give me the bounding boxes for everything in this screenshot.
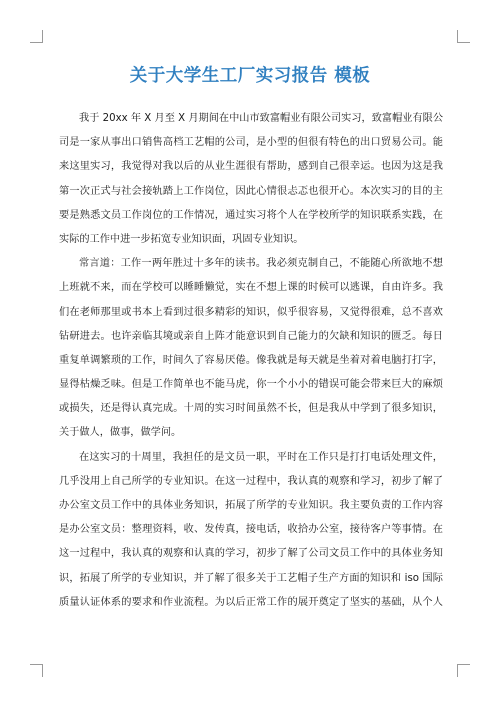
paragraph-2-line: 重复单调繁琐的工作，时间久了容易厌倦。像我就是每天就是坐着对着电脑打打字， bbox=[59, 354, 443, 366]
paragraph-1-line: 司是一家从事出口销售高档工艺帽的公司，是小型的但很有特色的出口贸易公司。能 bbox=[59, 137, 443, 149]
paragraph-3-line: 在这实习的十周里，我担任的是文员一职，平时在工作只是打打电话处理文件， bbox=[79, 451, 443, 463]
paragraph-2-line: 关于做人，做事，做学问。 bbox=[59, 427, 182, 439]
paragraph-2-line: 常言道：工作一两年胜过十多年的读书。我必须克制自己，不能随心所欲地不想 bbox=[79, 258, 443, 270]
crop-mark-top-left bbox=[30, 30, 43, 43]
crop-mark-top-right bbox=[457, 30, 470, 43]
paragraph-1-line: 实际的工作中进一步拓宽专业知识面，巩固专业知识。 bbox=[59, 233, 304, 245]
paragraph-2-line: 钻研进去。也许亲临其境或亲自上阵才能意识到自己能力的欠缺和知识的匮乏。每日 bbox=[59, 330, 443, 342]
paragraph-2-line: 显得枯燥乏味。但是工作简单也不能马虎，你一个小小的错误可能会带来巨大的麻烦 bbox=[59, 379, 443, 391]
document-body bbox=[59, 107, 443, 615]
paragraph-3-line: 识，拓展了所学的专业知识，并了解了很多关于工艺帽子生产方面的知识和 iso 国际 bbox=[59, 572, 443, 584]
paragraph-1-line: 要是熟悉文员工作岗位的工作情况，通过实习将个人在学校所学的知识联系实践，在 bbox=[59, 209, 443, 221]
paragraph-1-line: 第一次正式与社会接轨踏上工作岗位，因此心情很忐忑也很开心。本次实习的目的主 bbox=[59, 185, 443, 197]
paragraph-1-line: 我于 20xx 年 X 月至 X 月期间在中山市致富帽业有限公司实习，致富帽业有限公 bbox=[79, 113, 443, 124]
paragraph-3-line: 办公室文员工作中的具体业务知识，拓展了所学的专业知识。我主要负责的工作内容 bbox=[59, 500, 443, 511]
paragraph-1-line: 来这里实习，我觉得对我以后的从业生涯很有帮助，感到自己很幸运。也因为这是我 bbox=[59, 161, 443, 173]
crop-mark-bottom-left bbox=[30, 664, 43, 677]
paragraph-3-line: 质量认证体系的要求和作业流程。为以后正常工作的展开奠定了坚实的基础，从个人 bbox=[59, 596, 443, 608]
document-title: 关于大学生工厂实习报告 模板 bbox=[129, 66, 371, 86]
paragraph-2-line: 或损失，还是得认真完成。十周的实习时间虽然不长，但是我从中学到了很多知识， bbox=[59, 403, 443, 415]
paragraph-2-line: 们在老师那里或书本上看到过很多精彩的知识，似乎很容易，又觉得很难，总不喜欢 bbox=[59, 306, 443, 318]
paragraph-3-line: 几乎没用上自己所学的专业知识。在这一过程中，我认真的观察和学习，初步了解了 bbox=[59, 475, 443, 487]
paragraph-3-line: 是办公室文员：整理资料，收、发传真，接电话，收拾办公室，接待客户等事情。在 bbox=[59, 524, 443, 536]
crop-mark-bottom-right bbox=[457, 664, 470, 677]
paragraph-3-line: 这一过程中，我认真的观察和认真的学习，初步了解了公司文员工作中的具体业务知 bbox=[59, 548, 443, 560]
paragraph-2-line: 上班就不来，而在学校可以睡睡懒觉，实在不想上课的时候可以逃课，自由许多。我 bbox=[59, 282, 443, 294]
